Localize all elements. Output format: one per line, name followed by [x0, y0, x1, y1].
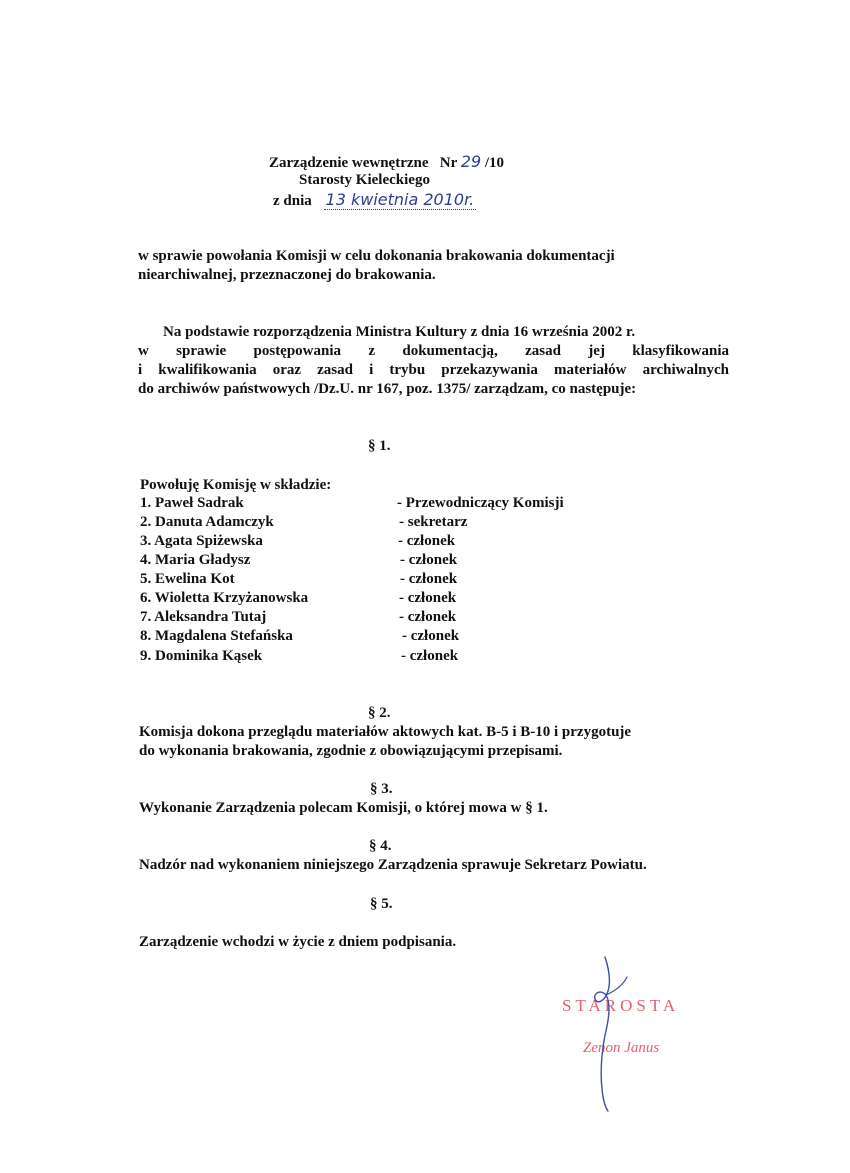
member-role: - członek	[400, 552, 458, 568]
member-name: 5. Ewelina Kot	[140, 571, 235, 587]
handwritten-number: 29	[460, 152, 482, 171]
section-3-text: Wykonanie Zarządzenia polecam Komisji, o której mowa w § 1.	[139, 800, 548, 816]
member-name: 8. Magdalena Stefańska	[140, 628, 293, 644]
section-1-intro: Powołuję Komisję w składzie:	[140, 477, 332, 493]
issuer: Starosty Kieleckiego	[299, 172, 430, 188]
member-name: 9. Dominika Kąsek	[140, 648, 263, 664]
document-title: Zarządzenie wewnętrzne	[269, 155, 429, 171]
member-name: 3. Agata Spiżewska	[140, 533, 263, 549]
member-role: - członek	[399, 609, 457, 625]
handwritten-signature	[575, 955, 635, 1115]
stamp-title: STAROSTA	[562, 996, 680, 1015]
section-2-line-2: do wykonania brakowania, zgodnie z obowiązującymi przepisami.	[139, 743, 563, 759]
document-title-line	[269, 152, 504, 173]
date-line	[273, 190, 476, 211]
member-name: 4. Maria Gładysz	[140, 552, 251, 568]
subject-line-2: niearchiwalnej, przeznaczonej do brakowania.	[138, 267, 436, 283]
preamble-line-1: Na podstawie rozporządzenia Ministra Kultury z dnia 16 września 2002 r.	[163, 324, 636, 340]
member-role: - Przewodniczący Komisji	[397, 495, 564, 511]
member-role: - członek	[402, 628, 460, 644]
section-1-title: § 1.	[368, 438, 391, 454]
preamble-line-3: i kwalifikowania oraz zasad i trybu przekazywania materiałów archiwalnych	[138, 362, 729, 378]
member-name: 2. Danuta Adamczyk	[140, 514, 274, 530]
handwritten-date: 13 kwietnia 2010r.	[325, 190, 475, 209]
member-role: - członek	[401, 648, 459, 664]
section-4-title: § 4.	[369, 838, 392, 854]
member-name: 6. Wioletta Krzyżanowska	[140, 590, 309, 606]
member-name: 7. Aleksandra Tutaj	[140, 609, 267, 625]
member-role: - członek	[399, 590, 457, 606]
subject-line-1: w sprawie powołania Komisji w celu dokonania brakowania dokumentacji	[138, 248, 615, 264]
section-3-title: § 3.	[370, 781, 393, 797]
section-5-title: § 5.	[370, 896, 393, 912]
date-prefix: z dnia	[273, 193, 312, 209]
member-role: - członek	[398, 533, 456, 549]
number-prefix: Nr	[439, 155, 458, 171]
preamble-line-2: w sprawie postępowania z dokumentacją, zasad jej klasyfikowania	[138, 343, 729, 359]
section-4-text: Nadzór nad wykonaniem niniejszego Zarządzenia sprawuje Sekretarz Powiatu.	[139, 857, 647, 873]
preamble-line-4: do archiwów państwowych /Dz.U. nr 167, poz. 1375/ zarządzam, co następuje:	[138, 381, 637, 397]
number-suffix: /10	[484, 155, 505, 171]
section-2-title: § 2.	[368, 705, 391, 721]
member-name: 1. Paweł Sadrak	[140, 495, 244, 511]
section-5-text: Zarządzenie wchodzi w życie z dniem podpisania.	[139, 934, 457, 950]
section-2-line-1: Komisja dokona przeglądu materiałów aktowych kat. B-5 i B-10 i przygotuje	[139, 724, 632, 740]
member-role: - członek	[400, 571, 458, 587]
stamp-name: Zenon Janus	[583, 1040, 660, 1056]
member-role: - sekretarz	[399, 514, 468, 530]
